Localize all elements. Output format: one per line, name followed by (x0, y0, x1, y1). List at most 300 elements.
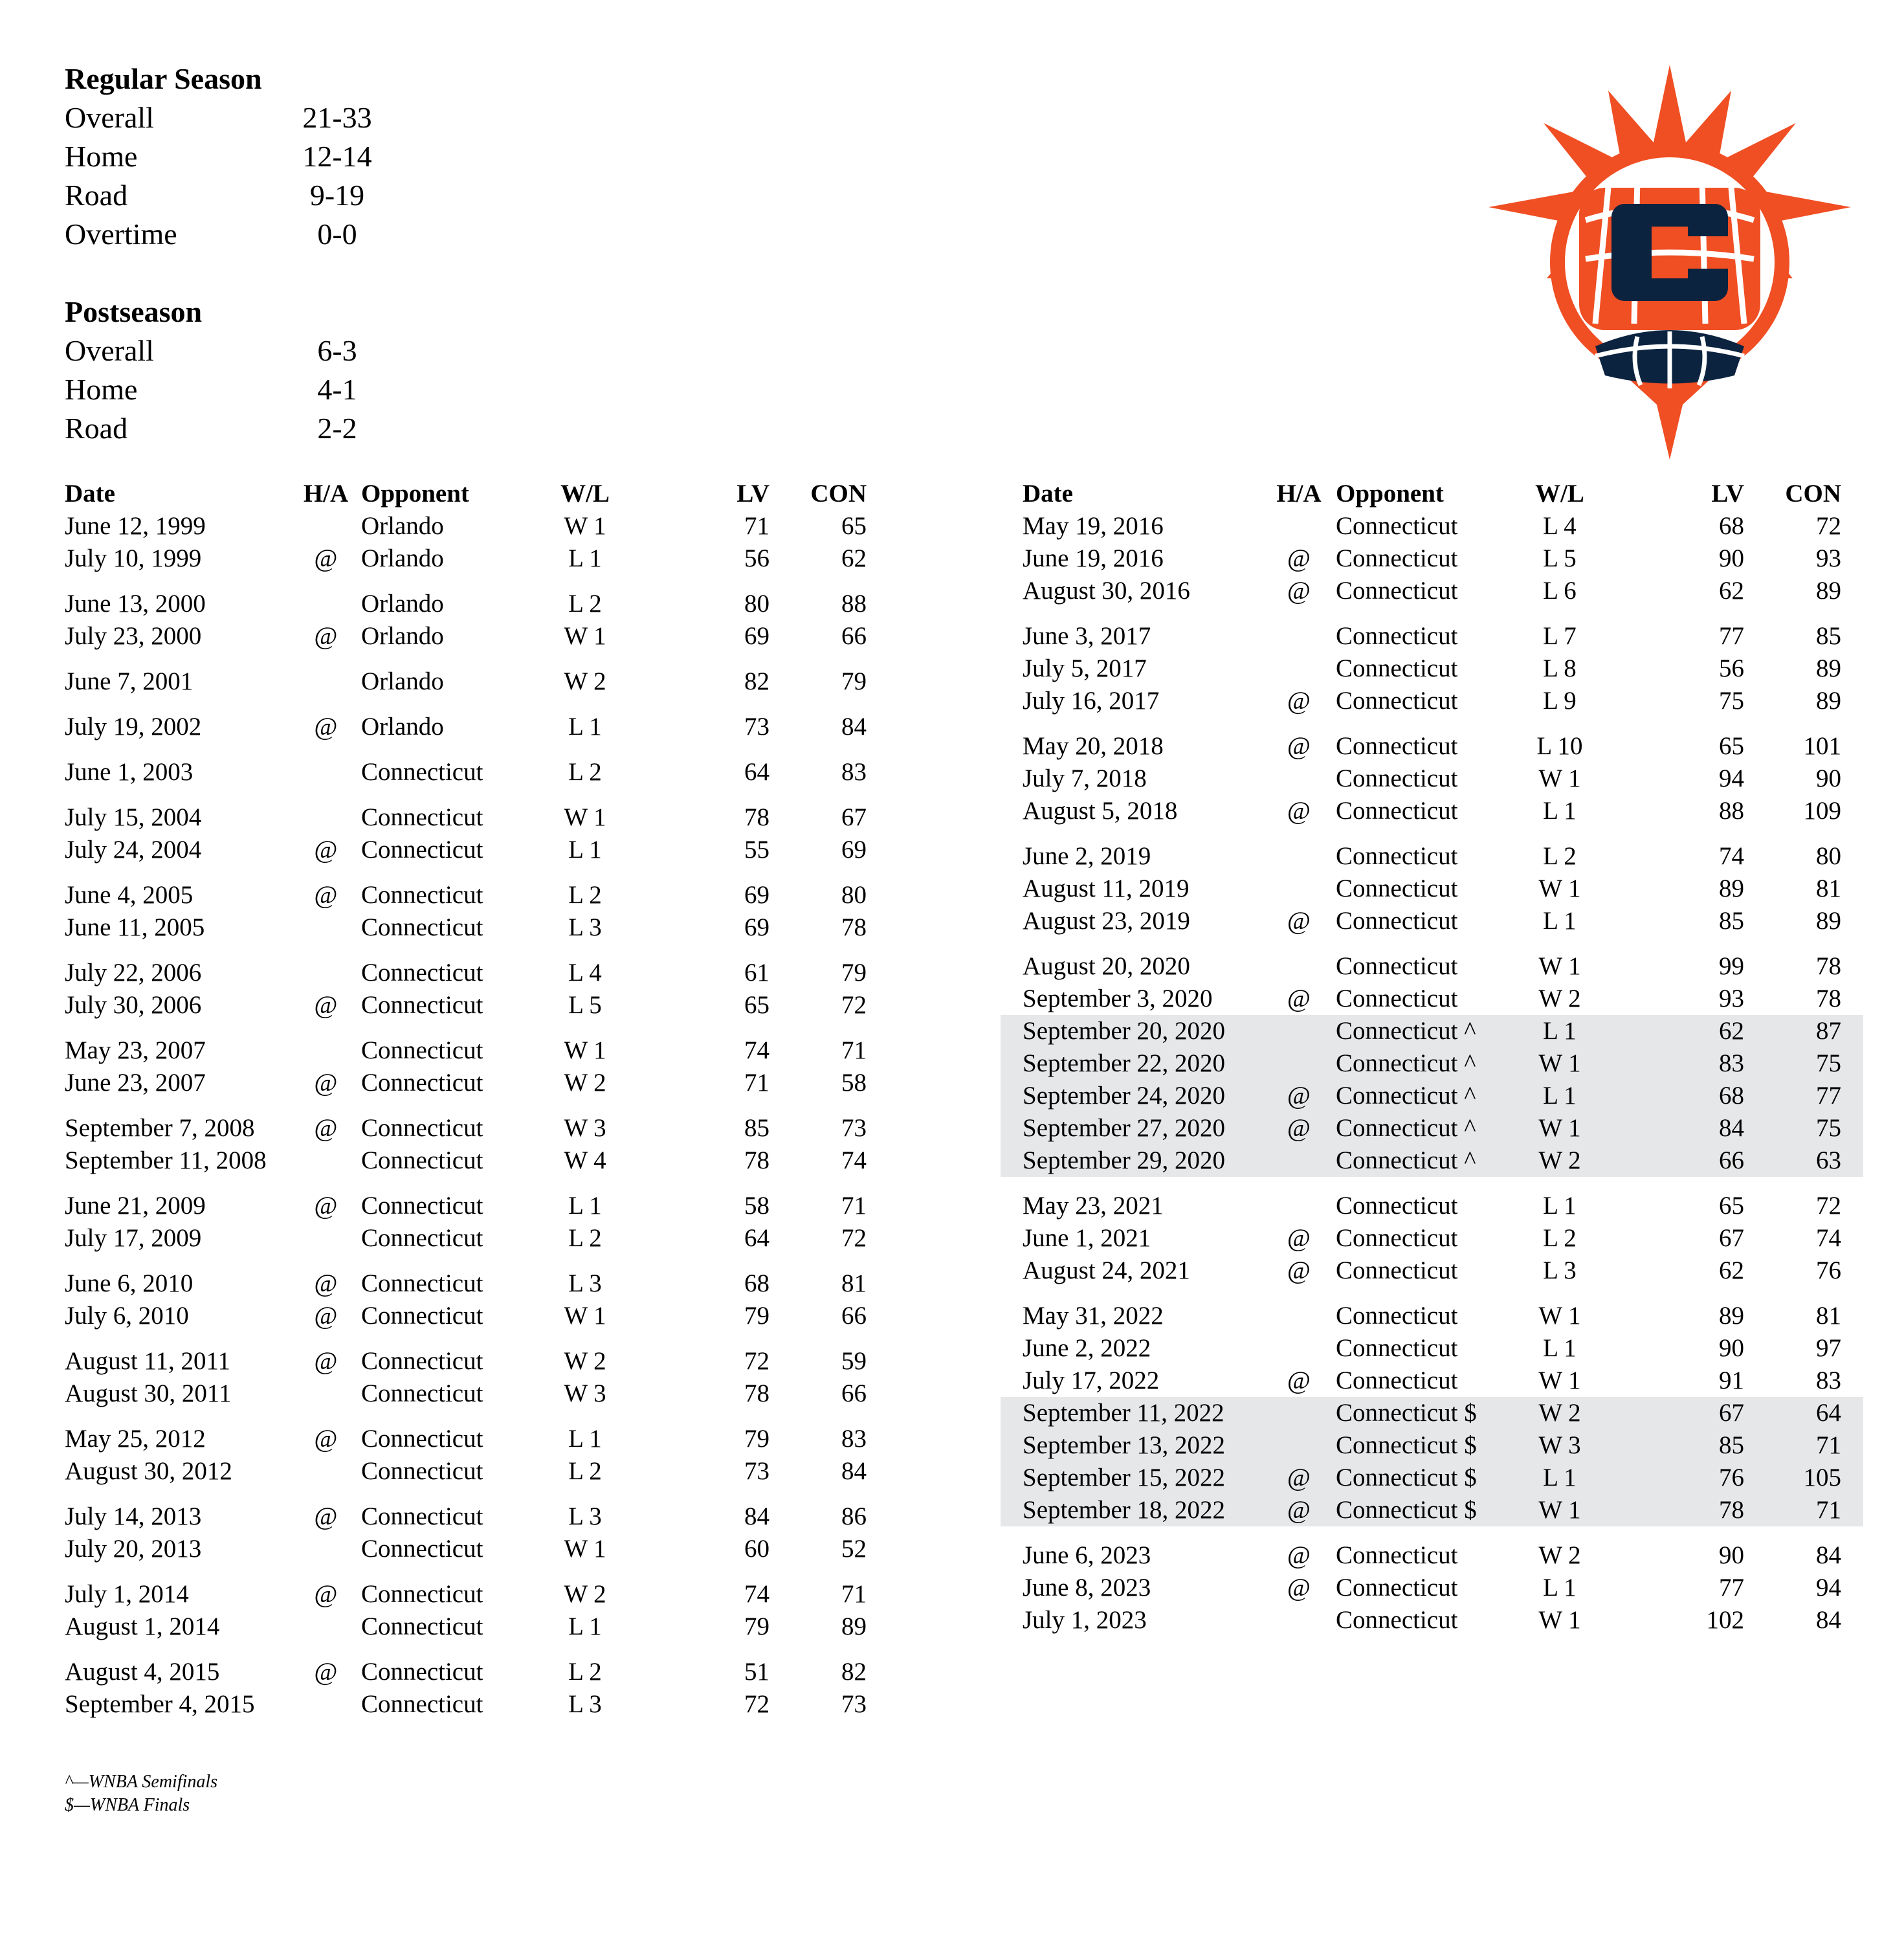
season-group (1023, 950, 1841, 1015)
cell-date: June 12, 1999 (65, 512, 206, 540)
cell-date: September 22, 2020 (1023, 1049, 1226, 1077)
cell-wl: L 8 (1543, 654, 1577, 682)
table-row (65, 1267, 867, 1300)
cell-wl: L 3 (1543, 1256, 1577, 1284)
cell-lv: 68 (1719, 1082, 1744, 1110)
cell-date: September 27, 2020 (1023, 1114, 1226, 1142)
connecticut-sun-logo (1489, 65, 1851, 460)
cell-date: September 20, 2020 (1023, 1017, 1226, 1045)
cell-ha (1262, 1190, 1336, 1222)
cell-opp: Connecticut (361, 1425, 483, 1453)
cell-lv: 71 (744, 512, 769, 540)
cell-con: 63 (1816, 1146, 1841, 1174)
table-row (1023, 1015, 1841, 1047)
cell-wl: L 2 (1543, 1224, 1577, 1252)
cell-opp: Connecticut (361, 1302, 483, 1330)
cell-opp: Connecticut (1336, 622, 1458, 650)
cell-lv: 84 (744, 1502, 769, 1530)
table-row (65, 588, 867, 620)
cell-lv: 88 (1719, 797, 1744, 825)
table-row (1023, 1255, 1841, 1287)
cell-ha (1262, 653, 1336, 685)
cell-ha: @ (314, 1658, 338, 1686)
cell-ha: @ (1287, 1256, 1311, 1284)
cell-wl: W 1 (564, 1535, 606, 1563)
table-row (1023, 1080, 1841, 1112)
table-row (65, 957, 867, 989)
cell-ha: @ (314, 1192, 338, 1220)
cell-lv: 56 (744, 544, 769, 572)
cell-opp: Connecticut (1336, 1224, 1458, 1252)
cell-wl: L 2 (568, 590, 602, 618)
table-row (65, 1034, 867, 1067)
table-row (1023, 1222, 1841, 1255)
cell-date: August 11, 2019 (1023, 875, 1190, 902)
cell-lv: 61 (744, 959, 769, 987)
cell-ha: @ (1287, 544, 1311, 572)
cell-date: September 4, 2015 (65, 1690, 255, 1718)
cell-con: 79 (841, 667, 867, 695)
cell-wl: W 1 (1538, 1049, 1581, 1077)
postseason-row (65, 409, 396, 448)
cell-con: 101 (1803, 732, 1841, 760)
cell-wl: W 2 (564, 1069, 606, 1097)
cell-ha: @ (314, 1269, 338, 1297)
table-row (65, 510, 867, 542)
cell-date: July 17, 2009 (65, 1224, 202, 1252)
legend (65, 1770, 217, 1817)
header-wl: W/L (560, 480, 610, 508)
cell-wl: W 1 (564, 1036, 606, 1064)
cell-lv: 69 (744, 881, 769, 909)
cell-wl: W 3 (564, 1114, 606, 1142)
cell-con: 78 (1816, 952, 1841, 980)
cell-date: September 24, 2020 (1023, 1082, 1226, 1110)
cell-opp: Connecticut (1336, 1574, 1458, 1602)
cell-ha: @ (314, 622, 338, 650)
cell-date: August 30, 2011 (65, 1379, 232, 1407)
cell-wl: W 1 (564, 622, 606, 650)
cell-lv: 89 (1719, 875, 1744, 902)
cell-con: 72 (1816, 1192, 1841, 1220)
cell-wl: W 2 (564, 667, 606, 695)
cell-lv: 78 (1719, 1496, 1744, 1524)
cell-date: July 20, 2013 (65, 1535, 202, 1563)
cell-wl: L 5 (1543, 544, 1577, 572)
cell-con: 78 (1816, 985, 1841, 1012)
table-row (1023, 1332, 1841, 1365)
cell-lv: 78 (744, 803, 769, 831)
record-value: 21-33 (302, 101, 372, 134)
legend-item: $—WNBA Finals (65, 1795, 190, 1815)
cell-wl: L 1 (568, 836, 602, 864)
cell-date: June 6, 2010 (65, 1269, 194, 1297)
cell-con: 69 (841, 836, 867, 864)
cell-lv: 62 (1719, 577, 1744, 605)
cell-ha: @ (1287, 1114, 1311, 1142)
table-row (65, 665, 867, 698)
record-label: Road (65, 179, 128, 212)
cell-wl: L 2 (1543, 842, 1577, 870)
cell-opp: Connecticut (1336, 1606, 1458, 1634)
cell-lv: 56 (1719, 654, 1744, 682)
cell-lv: 79 (744, 1302, 769, 1330)
cell-lv: 102 (1706, 1606, 1744, 1634)
legend-item: ^—WNBA Semifinals (65, 1772, 218, 1792)
games-table-left (65, 478, 867, 1734)
cell-wl: L 1 (1543, 1017, 1577, 1045)
cell-lv: 75 (1719, 687, 1744, 715)
cell-ha: @ (314, 1502, 338, 1530)
season-group (65, 1578, 867, 1643)
cell-con: 84 (1816, 1606, 1841, 1634)
cell-ha (1262, 1047, 1336, 1080)
cell-con: 64 (1816, 1399, 1841, 1427)
cell-lv: 62 (1719, 1017, 1744, 1045)
cell-opp: Connecticut (1336, 1302, 1458, 1330)
cell-date: June 7, 2001 (65, 667, 194, 695)
table-row (1023, 1539, 1841, 1572)
regular_season-row (65, 215, 396, 254)
cell-ha: @ (1287, 1367, 1311, 1394)
season-group (65, 510, 867, 575)
cell-opp: Connecticut (361, 1146, 483, 1174)
record-value: 12-14 (302, 140, 372, 173)
cell-con: 80 (1816, 842, 1841, 870)
postseason-group (1001, 1397, 1863, 1526)
season-group (65, 1190, 867, 1255)
cell-lv: 78 (744, 1146, 769, 1174)
record-label: Overall (65, 101, 154, 134)
cell-date: June 6, 2023 (1023, 1541, 1151, 1569)
cell-wl: W 1 (564, 1302, 606, 1330)
record-label: Road (65, 412, 128, 445)
cell-con: 109 (1803, 797, 1841, 825)
table-row (1023, 1047, 1841, 1080)
season-group (1023, 1190, 1841, 1287)
cell-date: July 22, 2006 (65, 959, 202, 987)
cell-date: June 19, 2016 (1023, 544, 1164, 572)
cell-opp: Orlando (361, 667, 444, 695)
cell-lv: 71 (744, 1069, 769, 1097)
cell-con: 71 (841, 1192, 867, 1220)
regular_season-row (65, 176, 396, 215)
cell-opp: Connecticut $ (1336, 1496, 1477, 1524)
regular_season-row (65, 98, 396, 137)
table-row (1023, 510, 1841, 542)
cell-opp: Connecticut (1336, 875, 1458, 902)
record-value: 9-19 (309, 179, 365, 212)
cell-wl: L 3 (568, 1269, 602, 1297)
cell-wl: L 2 (568, 758, 602, 786)
cell-wl: W 1 (1538, 1367, 1581, 1394)
cell-con: 94 (1816, 1574, 1841, 1602)
cell-wl: W 2 (1538, 1541, 1581, 1569)
table-row (1023, 1604, 1841, 1636)
cell-date: September 29, 2020 (1023, 1146, 1226, 1174)
cell-lv: 65 (1719, 1192, 1744, 1220)
cell-lv: 77 (1719, 622, 1744, 650)
cell-opp: Connecticut (1336, 765, 1458, 792)
cell-con: 72 (1816, 512, 1841, 540)
cell-lv: 94 (1719, 765, 1744, 792)
cell-wl: L 2 (568, 1224, 602, 1252)
cell-wl: W 3 (1538, 1431, 1581, 1459)
cell-ha (291, 801, 361, 834)
cell-opp: Orlando (361, 544, 444, 572)
cell-opp: Connecticut ^ (1336, 1049, 1476, 1077)
cell-lv: 84 (1719, 1114, 1744, 1142)
cell-ha: @ (1287, 577, 1311, 605)
cell-con: 89 (1816, 907, 1841, 935)
cell-opp: Connecticut (1336, 1192, 1458, 1220)
cell-wl: W 4 (564, 1146, 606, 1174)
table-row (1023, 1494, 1841, 1526)
cell-ha: @ (314, 1425, 338, 1453)
table-row (1023, 653, 1841, 685)
table-row (65, 1222, 867, 1255)
cell-ha (291, 1222, 361, 1255)
season-group (65, 1501, 867, 1565)
cell-ha (1262, 763, 1336, 795)
cell-lv: 65 (744, 991, 769, 1019)
cell-date: July 24, 2004 (65, 836, 202, 864)
cell-date: July 30, 2006 (65, 991, 202, 1019)
cell-wl: W 1 (1538, 1606, 1581, 1634)
cell-ha (1262, 1144, 1336, 1177)
table-row (1023, 1144, 1841, 1177)
cell-ha: @ (1287, 1082, 1311, 1110)
cell-ha: @ (1287, 1496, 1311, 1524)
cell-date: July 10, 1999 (65, 544, 202, 572)
cell-con: 73 (841, 1114, 867, 1142)
cell-opp: Connecticut (1336, 842, 1458, 870)
header-con: CON (810, 480, 867, 508)
table-row (65, 1112, 867, 1144)
cell-wl: L 1 (1543, 797, 1577, 825)
table-row (1023, 1112, 1841, 1144)
table-row (65, 620, 867, 653)
season-group (65, 1267, 867, 1332)
cell-lv: 85 (744, 1114, 769, 1142)
cell-opp: Connecticut (1336, 1334, 1458, 1362)
cell-lv: 76 (1719, 1464, 1744, 1491)
cell-date: June 3, 2017 (1023, 622, 1151, 650)
cell-con: 82 (841, 1658, 867, 1686)
cell-opp: Connecticut (361, 1192, 483, 1220)
cell-wl: L 3 (568, 1502, 602, 1530)
season-group (1023, 840, 1841, 937)
season-group (65, 1656, 867, 1721)
table-row (1023, 905, 1841, 937)
cell-opp: Connecticut (361, 913, 483, 941)
cell-con: 89 (1816, 687, 1841, 715)
cell-lv: 85 (1719, 907, 1744, 935)
cell-con: 66 (841, 1379, 867, 1407)
cell-date: July 19, 2002 (65, 713, 202, 741)
cell-opp: Connecticut (361, 959, 483, 987)
cell-date: June 13, 2000 (65, 590, 206, 618)
cell-con: 78 (841, 913, 867, 941)
cell-date: July 5, 2017 (1023, 654, 1147, 682)
cell-ha (291, 911, 361, 944)
cell-lv: 90 (1719, 1334, 1744, 1362)
cell-opp: Connecticut (361, 836, 483, 864)
cell-ha: @ (314, 1302, 338, 1330)
cell-ha (1262, 1300, 1336, 1332)
cell-opp: Connecticut $ (1336, 1399, 1477, 1427)
table-row (65, 801, 867, 834)
cell-ha: @ (314, 991, 338, 1019)
cell-opp: Orlando (361, 590, 444, 618)
cell-ha (1262, 620, 1336, 653)
table-row (1023, 1300, 1841, 1332)
cell-opp: Connecticut (1336, 985, 1458, 1012)
cell-con: 76 (1816, 1256, 1841, 1284)
cell-opp: Connecticut (361, 1658, 483, 1686)
season-group (65, 801, 867, 866)
cell-opp: Connecticut (361, 1613, 483, 1640)
cell-ha (1262, 1015, 1336, 1047)
cell-date: September 18, 2022 (1023, 1496, 1226, 1524)
header-date: Date (1023, 480, 1073, 508)
cell-ha (291, 1611, 361, 1643)
cell-con: 81 (1816, 1302, 1841, 1330)
cell-opp: Connecticut (361, 803, 483, 831)
table-row (65, 1501, 867, 1533)
cell-wl: W 1 (1538, 952, 1581, 980)
table-row (65, 1688, 867, 1721)
table-row (1023, 950, 1841, 983)
cell-date: July 1, 2014 (65, 1580, 189, 1608)
table-row (65, 1378, 867, 1410)
cell-lv: 58 (744, 1192, 769, 1220)
cell-opp: Connecticut (361, 1036, 483, 1064)
cell-con: 84 (841, 1457, 867, 1485)
season-group (65, 957, 867, 1021)
cell-date: June 4, 2005 (65, 881, 194, 909)
cell-con: 83 (841, 1425, 867, 1453)
cell-lv: 65 (1719, 732, 1744, 760)
cell-ha: @ (1287, 1224, 1311, 1252)
cell-lv: 73 (744, 713, 769, 741)
record-value: 0-0 (317, 218, 357, 251)
cell-date: May 25, 2012 (65, 1425, 206, 1453)
cell-con: 81 (841, 1269, 867, 1297)
cell-lv: 66 (1719, 1146, 1744, 1174)
table-row (1023, 983, 1841, 1015)
cell-wl: W 1 (1538, 765, 1581, 792)
cell-con: 59 (841, 1347, 867, 1375)
cell-date: July 14, 2013 (65, 1502, 202, 1530)
cell-date: August 20, 2020 (1023, 952, 1190, 980)
cell-ha: @ (314, 836, 338, 864)
cell-ha (1262, 873, 1336, 905)
cell-lv: 55 (744, 836, 769, 864)
header-con: CON (1785, 480, 1841, 508)
cell-opp: Connecticut (361, 758, 483, 786)
cell-con: 93 (1816, 544, 1841, 572)
cell-opp: Orlando (361, 512, 444, 540)
table-header (65, 478, 867, 510)
cell-date: September 11, 2022 (1023, 1399, 1224, 1427)
cell-opp: Orlando (361, 713, 444, 741)
table-row (65, 1533, 867, 1565)
cell-con: 81 (1816, 875, 1841, 902)
table-row (1023, 1397, 1841, 1429)
postseason-row (65, 370, 396, 409)
cell-opp: Connecticut (361, 1535, 483, 1563)
table-row (1023, 1429, 1841, 1462)
table-row (1023, 1365, 1841, 1397)
header-ha: H/A (1276, 480, 1322, 508)
table-row (65, 834, 867, 866)
cell-lv: 90 (1719, 1541, 1744, 1569)
cell-opp: Connecticut (361, 1580, 483, 1608)
cell-date: May 20, 2018 (1023, 732, 1164, 760)
table-row (65, 1611, 867, 1643)
cell-ha (1262, 510, 1336, 542)
cell-ha (291, 665, 361, 698)
cell-lv: 74 (744, 1580, 769, 1608)
cell-con: 87 (1816, 1017, 1841, 1045)
season-group (65, 665, 867, 698)
cell-opp: Connecticut $ (1336, 1464, 1477, 1491)
table-row (1023, 840, 1841, 873)
record-label: Overtime (65, 218, 177, 251)
season-group (65, 879, 867, 944)
cell-ha: @ (1287, 687, 1311, 715)
cell-date: June 1, 2021 (1023, 1224, 1151, 1252)
cell-opp: Connecticut (361, 1502, 483, 1530)
cell-con: 72 (841, 991, 867, 1019)
cell-date: July 1, 2023 (1023, 1606, 1147, 1634)
cell-lv: 62 (1719, 1256, 1744, 1284)
table-row (1023, 873, 1841, 905)
cell-ha (1262, 950, 1336, 983)
table-row (65, 711, 867, 743)
cell-con: 58 (841, 1069, 867, 1097)
cell-opp: Connecticut (361, 991, 483, 1019)
cell-wl: L 7 (1543, 622, 1577, 650)
cell-con: 52 (841, 1535, 867, 1563)
cell-lv: 69 (744, 913, 769, 941)
table-row (65, 1190, 867, 1222)
table-row (65, 989, 867, 1021)
cell-wl: L 2 (568, 1658, 602, 1686)
table-row (1023, 575, 1841, 607)
cell-lv: 80 (744, 590, 769, 618)
postseason-row (65, 331, 396, 370)
cell-opp: Connecticut (1336, 577, 1458, 605)
table-row (65, 542, 867, 575)
cell-con: 66 (841, 622, 867, 650)
cell-ha (291, 1688, 361, 1721)
cell-con: 84 (1816, 1541, 1841, 1569)
cell-opp: Connecticut (361, 1379, 483, 1407)
cell-opp: Connecticut (1336, 544, 1458, 572)
postseason-title: Postseason (65, 295, 203, 328)
header-date: Date (65, 480, 115, 508)
cell-wl: W 2 (564, 1580, 606, 1608)
cell-ha: @ (314, 713, 338, 741)
table-row (65, 756, 867, 788)
cell-date: September 3, 2020 (1023, 985, 1213, 1012)
cell-lv: 67 (1719, 1224, 1744, 1252)
table-row (65, 1144, 867, 1177)
cell-date: September 11, 2008 (65, 1146, 267, 1174)
cell-opp: Connecticut (1336, 1367, 1458, 1394)
